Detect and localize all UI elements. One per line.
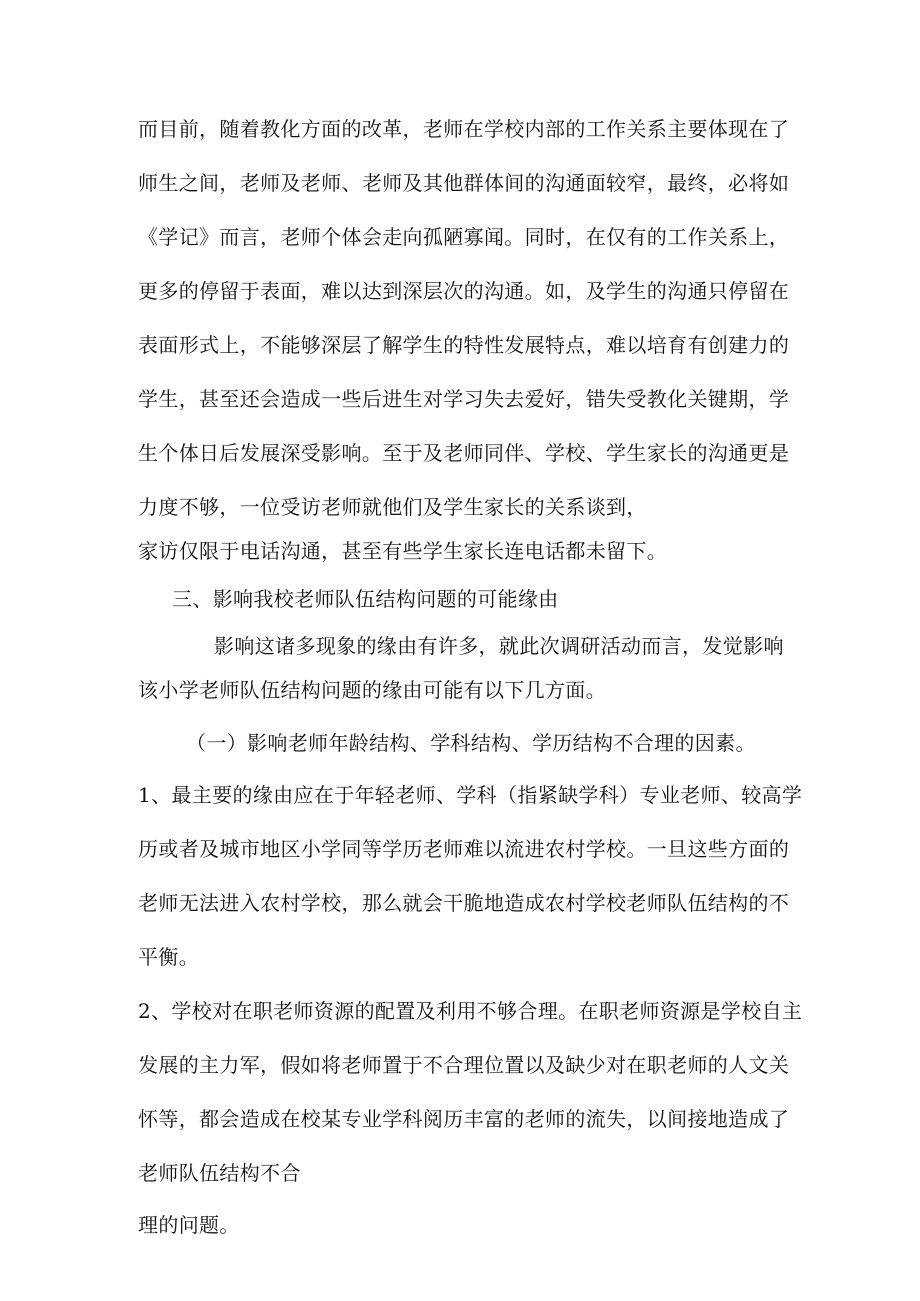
- text-line-22: 理的问题。: [138, 1213, 240, 1237]
- text-line-11: 影响这诸多现象的缘由有许多，就此次调研活动而言，发觉影响: [214, 634, 784, 658]
- text-line-15: 历或者及城市地区小学同等学历老师难以流进农村学校。一旦这些方面的: [138, 837, 790, 861]
- text-line-19: 发展的主力军，假如将老师置于不合理位置以及缺少对在职老师的人文关: [138, 1053, 790, 1077]
- text-line-16: 老师无法进入农村学校，那么就会干脆地造成农村学校老师队伍结构的不: [138, 891, 790, 915]
- text-line-5: 表面形式上，不能够深层了解学生的特性发展特点，难以培育有创建力的: [138, 333, 790, 357]
- text-line-6: 学生，甚至还会造成一些后进生对学习失去爱好，错失受教化关键期，学: [138, 387, 790, 411]
- text-line-2: 师生之间，老师及老师、老师及其他群体间的沟通面较窄，最终，必将如: [138, 171, 790, 195]
- text-line-14: 1、最主要的缘由应在于年轻老师、学科（指紧缺学科）专业老师、较高学: [138, 783, 803, 807]
- text-line-8: 力度不够，一位受访老师就他们及学生家长的关系谈到，: [138, 495, 647, 519]
- text-line-21: 老师队伍结构不合: [138, 1161, 301, 1185]
- section-heading-3: 三、影响我校老师队伍结构问题的可能缘由: [172, 587, 559, 611]
- text-line-12: 该小学老师队伍结构问题的缘由可能有以下几方面。: [138, 678, 607, 702]
- text-line-18: 2、学校对在职老师资源的配置及利用不够合理。在职老师资源是学校自主: [138, 999, 803, 1023]
- text-line-9: 家访仅限于电话沟通，甚至有些学生家长连电话都未留下。: [138, 539, 668, 563]
- text-line-3: 《学记》而言，老师个体会走向孤陋寡闻。同时，在仅有的工作关系上，: [138, 225, 790, 249]
- text-line-17: 平衡。: [138, 945, 200, 969]
- text-line-20: 怀等，都会造成在校某专业学科阅历丰富的老师的流失，以间接地造成了: [138, 1107, 790, 1131]
- subsection-heading-1: （一）影响老师年龄结构、学科结构、学历结构不合理的因素。: [186, 731, 756, 755]
- text-line-4: 更多的停留于表面，难以达到深层次的沟通。如，及学生的沟通只停留在: [138, 279, 790, 303]
- text-line-1: 而目前，随着教化方面的改革，老师在学校内部的工作关系主要体现在了: [138, 117, 790, 141]
- text-line-7: 生个体日后发展深受影响。至于及老师同伴、学校、学生家长的沟通更是: [138, 441, 790, 465]
